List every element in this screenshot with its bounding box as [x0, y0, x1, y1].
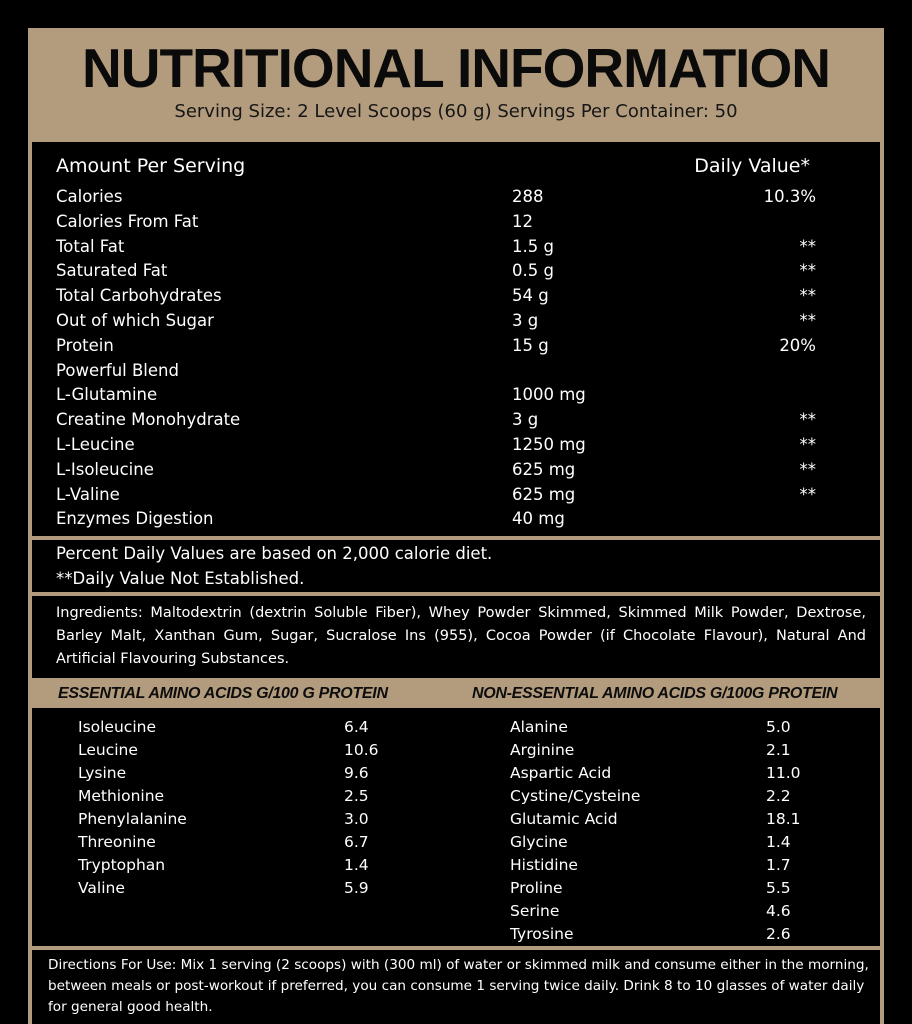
nutrition-nutrient: L-Valine [56, 484, 120, 504]
amino-value: 10.6 [344, 741, 379, 759]
amino-row [510, 785, 810, 808]
nutrition-nutrient: Total Carbohydrates [56, 286, 222, 306]
amino-name: Histidine [510, 856, 578, 874]
nutrition-amount: 1250 mg [512, 435, 586, 454]
nutrition-nutrient: Total Fat [56, 236, 125, 256]
nutrition-amount: 3 g [512, 410, 539, 430]
amino-row [78, 716, 378, 739]
nutrition-amount: 1.5 g [512, 236, 554, 256]
label-header [28, 28, 884, 138]
ingredients-panel [32, 596, 880, 678]
nutrition-nutrient: Powerful Blend [56, 360, 179, 380]
nutrition-dv: ** [799, 261, 816, 281]
amino-value: 2.6 [766, 925, 791, 943]
amino-value: 3.0 [344, 810, 369, 828]
nutrition-amount: 54 g [512, 286, 549, 306]
nutrition-label [28, 28, 884, 1024]
nutrition-amount: 625 mg [512, 459, 576, 479]
nutrition-nutrient: Calories [56, 187, 123, 206]
amino-row [510, 854, 810, 877]
nutrition-dv: ** [799, 286, 816, 306]
amino-row [510, 900, 810, 923]
nutrition-row [32, 358, 880, 383]
nutrition-amount: 3 g [512, 311, 539, 330]
amino-name: Leucine [78, 741, 138, 759]
amino-row [510, 739, 810, 762]
amino-value: 6.7 [344, 833, 369, 851]
amino-value: 1.4 [766, 833, 791, 851]
amino-name: Phenylalanine [78, 810, 187, 828]
nutrition-header-row [32, 154, 880, 179]
amino-row [510, 831, 810, 854]
amino-row [510, 877, 810, 900]
nutrition-amount: 12 [512, 211, 533, 231]
amino-name: Alanine [510, 718, 568, 736]
nutrition-row [32, 432, 880, 457]
amino-name: Threonine [78, 833, 156, 851]
directions-panel [32, 950, 880, 1024]
nutrition-nutrient: Calories From Fat [56, 211, 199, 231]
amino-row [510, 716, 810, 739]
daily-value-notes [32, 540, 880, 592]
amino-row [510, 808, 810, 831]
amino-acid-panel [32, 708, 880, 946]
nutrition-row [32, 283, 880, 308]
nutrition-facts-panel [32, 142, 880, 536]
nutrition-nutrient: Protein [56, 335, 114, 355]
nutrition-amount: 15 g [512, 335, 549, 355]
amino-name: Proline [510, 879, 563, 897]
nutrition-nutrient: Creatine Monohydrate [56, 410, 241, 430]
amino-row [78, 808, 378, 831]
amino-value: 2.2 [766, 787, 791, 805]
amino-name: Isoleucine [78, 718, 156, 736]
amino-name: Aspartic Acid [510, 764, 612, 782]
non-essential-amino-title: NON-ESSENTIAL AMINO ACIDS G/100G PROTEIN [472, 685, 838, 702]
nutrition-amount: 288 [512, 187, 544, 206]
nutrition-row [32, 234, 880, 259]
nutrition-amount: 0.5 g [512, 261, 554, 281]
amino-row [510, 923, 810, 946]
amino-name: Cystine/Cysteine [510, 787, 641, 805]
essential-amino-title: ESSENTIAL AMINO ACIDS G/100 G PROTEIN [58, 685, 388, 702]
nutrition-dv: 20% [779, 335, 816, 355]
nutrition-row [32, 407, 880, 432]
nutrition-nutrient: L-Isoleucine [56, 459, 154, 479]
nutrition-amount: 40 mg [512, 509, 565, 529]
daily-value-note: Percent Daily Values are based on 2,000 calorie diet. [56, 544, 493, 563]
nutrition-nutrient: L-Leucine [56, 435, 135, 454]
nutrition-dv: ** [799, 484, 816, 504]
amino-value: 1.7 [766, 856, 791, 874]
amino-name: Lysine [78, 764, 127, 782]
nutrition-dv: 10.3% [763, 187, 816, 206]
amino-name: Glutamic Acid [510, 810, 618, 828]
amino-name: Serine [510, 902, 560, 920]
amino-value: 2.1 [766, 741, 791, 759]
daily-value-heading: Daily Value* [694, 155, 810, 177]
nutrition-row [32, 382, 880, 407]
amino-row [78, 831, 378, 854]
nutrition-nutrient: Out of which Sugar [56, 311, 214, 330]
nutrition-dv: ** [799, 311, 816, 330]
amino-name: Valine [78, 879, 125, 897]
nutrition-dv: ** [799, 236, 816, 256]
amino-name: Methionine [78, 787, 165, 805]
amino-name: Tryptophan [78, 856, 166, 874]
amino-row [510, 762, 810, 785]
nutrition-row [32, 506, 880, 531]
amino-value: 6.4 [344, 718, 369, 736]
nutrition-dv: ** [799, 459, 816, 479]
nutrition-nutrient: Saturated Fat [56, 261, 168, 281]
nutrition-row [32, 333, 880, 358]
amino-value: 2.5 [344, 787, 369, 805]
nutrition-dv: ** [799, 410, 816, 430]
directions-text: Directions For Use: Mix 1 serving (2 scoops) with (300 ml) of water or skimmed milk and consume either in the morning, between meals or post-workout if preferred, you can consume 1 serving twice daily. Drink 8 to 10 glasses of water daily for general good health. [48, 957, 869, 1015]
amino-value: 11.0 [766, 764, 801, 782]
amino-value: 4.6 [766, 902, 791, 920]
nutrition-nutrient: Enzymes Digestion [56, 509, 214, 529]
nutrition-nutrient: L-Glutamine [56, 385, 158, 405]
nutrition-row [32, 209, 880, 234]
amino-name: Arginine [510, 741, 575, 759]
nutrition-row [32, 457, 880, 482]
serving-info: Serving Size: 2 Level Scoops (60 g) Servings Per Container: 50 [174, 101, 738, 122]
amino-row [78, 762, 378, 785]
amino-value: 1.4 [344, 856, 369, 874]
amino-value: 9.6 [344, 764, 369, 782]
nutrition-row [32, 184, 880, 209]
amino-name: Tyrosine [510, 925, 574, 943]
amino-value: 18.1 [766, 810, 801, 828]
amino-value: 5.9 [344, 879, 369, 897]
nutrition-dv: ** [799, 435, 816, 454]
nutrition-row [32, 482, 880, 507]
not-established-note: **Daily Value Not Established. [56, 569, 305, 588]
amino-row [78, 785, 378, 808]
nutrition-amount: 625 mg [512, 484, 576, 504]
amino-acid-headings [32, 680, 880, 708]
amino-name: Glycine [510, 833, 568, 851]
nutrition-amount: 1000 mg [512, 385, 586, 405]
nutrition-row [32, 258, 880, 283]
amino-row [78, 739, 378, 762]
page-title: NUTRITIONAL INFORMATION [82, 37, 830, 99]
amino-row [78, 854, 378, 877]
amino-row [78, 877, 378, 900]
amino-value: 5.0 [766, 718, 791, 736]
nutrition-row [32, 308, 880, 333]
ingredients-text: Ingredients: Maltodextrin (dextrin Soluble Fiber), Whey Powder Skimmed, Skimmed Milk Powder, Dextrose, Barley Malt, Xanthan Gum, Sugar, Sucralose Ins (955), Cocoa Powder (if Chocolate Flavour), Natural And Artificial Flavouring Substances. [56, 605, 866, 667]
amount-per-serving-heading: Amount Per Serving [56, 155, 246, 177]
amino-value: 5.5 [766, 879, 791, 897]
